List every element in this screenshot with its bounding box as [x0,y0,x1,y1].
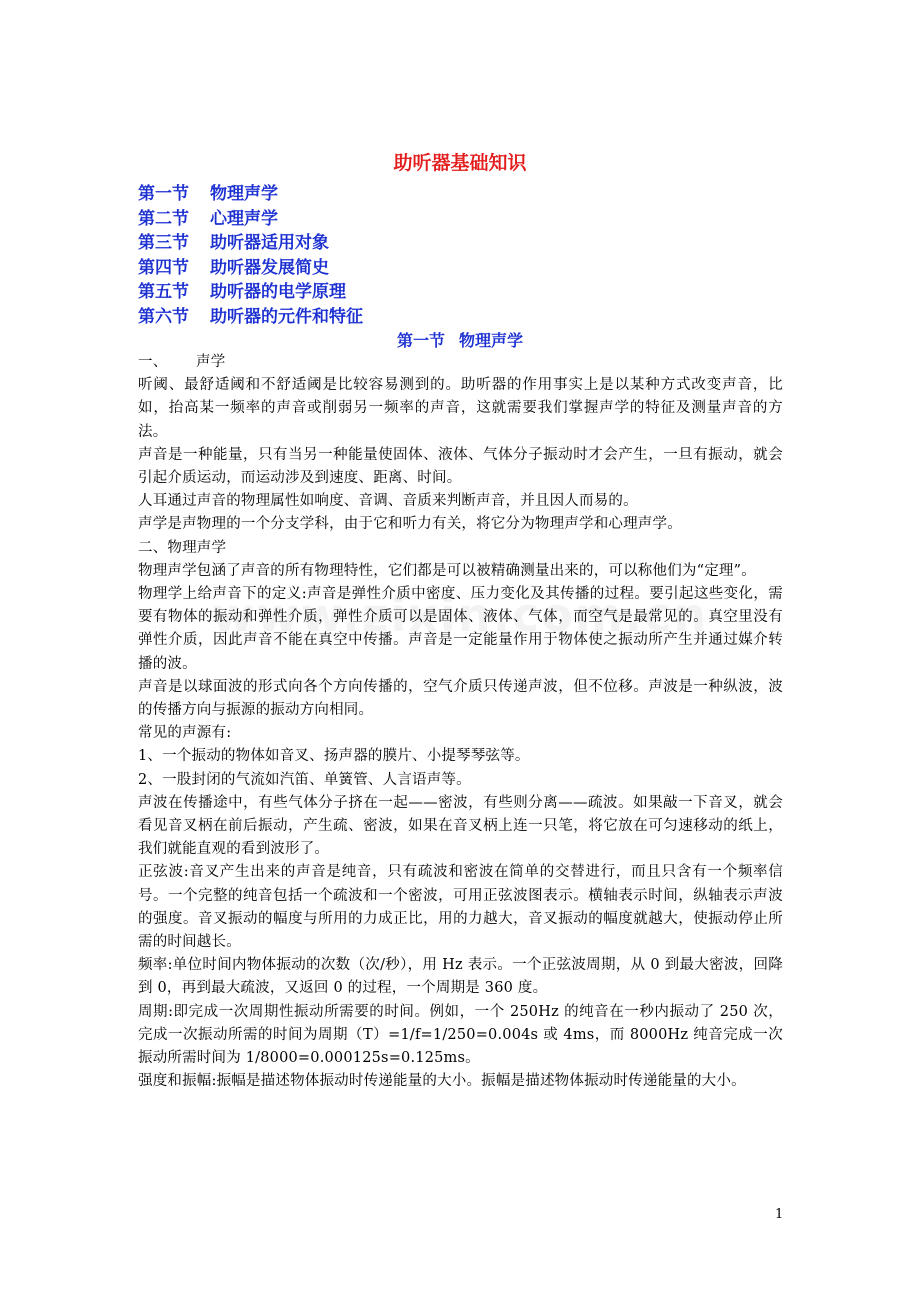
toc-item-text: 物理声学 [210,184,278,204]
paragraph: 周期:即完成一次周期性振动所需要的时间。例如，一个 250Hz 的纯音在一秒内振动了 250 次，完成一次振动所需的时间为周期（T）=1/f=1/250=0.004s 或 4ms，而 8000Hz 纯音完成一次振动所需时间为 1/8000=0.000125s=0.125ms。 [138,1003,783,1067]
toc-item-text: 助听器适用对象 [210,233,329,254]
section-number: 第一节 [396,331,445,350]
watermark [0,588,920,642]
toc-item-text: 心理声学 [210,208,278,229]
paragraph: 物理声学包涵了声音的所有物理特性，它们都是可以被精确测量出来的，可以称他们为“定理”。 [138,562,756,579]
toc-item-1[interactable] [138,182,363,207]
list-item: 1、一个振动的物体如音叉、扬声器的膜片、小提琴琴弦等。 [138,748,530,765]
section-title: 物理声学 [459,331,524,350]
toc-item-4[interactable] [138,256,363,281]
toc-item-number: 第五节 [138,282,189,303]
subsection-number: 一、 [138,354,168,370]
document-body [138,351,783,1094]
toc-item-3[interactable] [138,231,363,256]
toc-item-number: 第三节 [138,233,189,254]
paragraph: 声音是一种能量，只有当另一种能量使固体、液体、气体分子振动时才会产生，一旦有振动，就会引起介质运动，而运动涉及到速度、距离、时间。 [138,446,783,487]
paragraph: 正弦波:音叉产生出来的声音是纯音，只有疏波和密波在简单的交替进行，而且只含有一个频率信号。一个完整的纯音包括一个疏波和一个密波，可用正弦波图表示。横轴表示时间，纵轴表示声波的强度。音叉振动的幅度与所用的力成正比，用的力越大，音叉振动的幅度就越大，使振动停止所需的时间越长。 [138,864,783,951]
toc-item-5[interactable] [138,280,363,305]
subsection-heading: 二、物理声学 [138,539,227,556]
page-number: 1 [775,1207,784,1222]
toc-item-text: 助听器发展简史 [210,257,329,278]
paragraph: 物理学上给声音下的定义:声音是弹性介质中密度、压力变化及其传播的过程。要引起这些变化，需要有物体的振动和弹性介质，弹性介质可以是固体、液体、气体，而空气是最常见的。真空里没有弹性介质，因此声音不能在真空中传播。声音是一定能量作用于物体使之振动所产生并通过媒介转播的波。 [138,586,783,672]
list-item: 2、一股封闭的气流如汽笛、单簧管、人言语声等。 [138,771,471,788]
toc-item-number: 第二节 [138,208,189,229]
toc-item-number: 第一节 [138,184,189,204]
toc-item-text: 助听器的元件和特征 [210,306,363,327]
toc-item-6[interactable] [138,305,363,330]
paragraph: 听阈、最舒适阈和不舒适阈是比较容易测到的。助听器的作用事实上是以某种方式改变声音，比如，抬高某一频率的声音或削弱另一频率的声音，这就需要我们掌握声学的特征及测量声音的方法。 [138,377,783,440]
paragraph: 常见的声源有: [138,725,232,742]
section-heading [0,328,920,351]
paragraph: 声波在传播途中，有些气体分子挤在一起——密波，有些则分离——疏波。如果敲一下音叉，就会看见音叉柄在前后振动，产生疏、密波，如果在音叉柄上连一只笔，将它放在可匀速移动的纸上，我们就能直观的看到波形了。 [138,794,783,858]
paragraph: 强度和振幅:振幅是描述物体振动时传递能量的大小。振幅是描述物体振动时传递能量的大小。 [138,1073,746,1090]
table-of-contents [138,182,363,330]
toc-item-number: 第六节 [138,306,189,327]
subsection-heading [138,351,783,374]
paragraph: 频率:单位时间内物体振动的次数（次/秒），用 Hz 表示。一个正弦波周期，从 0 到最大密波，回降到 0，再到最大疏波，又返回 0 的过程，一个周期是 360 度。 [138,957,783,997]
toc-item-text: 助听器的电学原理 [210,282,346,303]
subsection-title: 声学 [196,354,226,370]
paragraph: 声音是以球面波的形式向各个方向传播的，空气介质只传递声波，但不位移。声波是一种纵波，波的传播方向与振源的振动方向相同。 [138,678,783,719]
document-title: 助听器基础知识 [393,152,527,174]
paragraph: 声学是声物理的一个分支学科，由于它和听力有关，将它分为物理声学和心理声学。 [138,516,682,533]
paragraph: 人耳通过声音的物理属性如响度、音调、音质来判断声音，并且因人而易的。 [138,493,638,510]
toc-item-2[interactable] [138,207,363,232]
toc-item-number: 第四节 [138,257,189,278]
